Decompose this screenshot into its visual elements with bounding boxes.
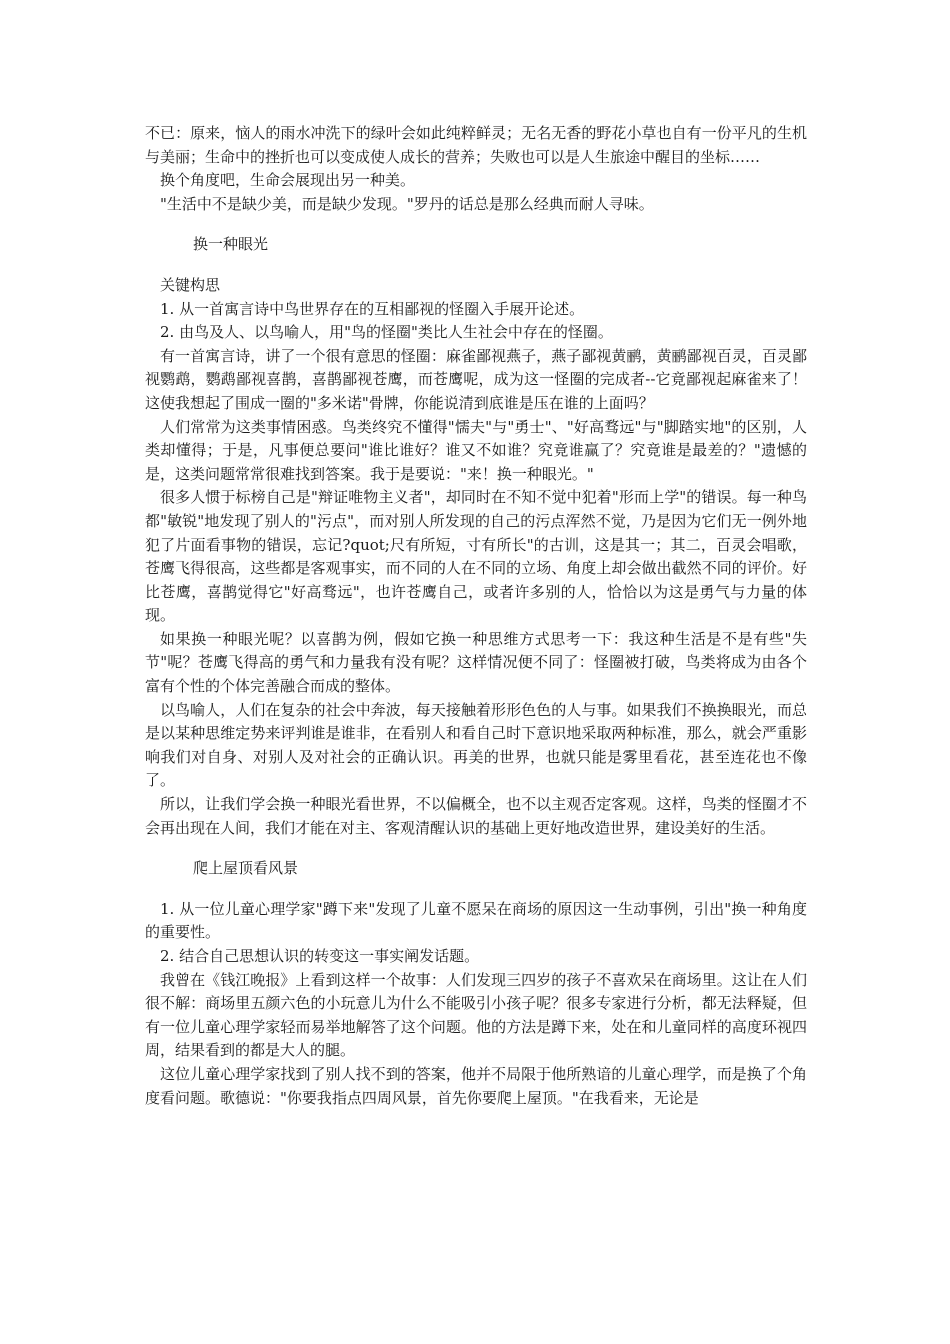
body-paragraph: "生活中不是缺少美，而是缺少发现。"罗丹的话总是那么经典而耐人寻味。 <box>160 194 654 213</box>
body-paragraph: 人们常常为这类事情困惑。鸟类终究不懂得"懦夫"与"勇士"、"好高骛远"与"脚踏实地"的区别，人类却懂得；于是，凡事便总要问"谁比谁好？谁又不如谁？究竟谁赢了？究竟谁是最差的？"遗憾的是，这类问题常常很难找到答案。我于是要说："来！换一种眼光。" <box>145 417 807 483</box>
body-paragraph: 以鸟喻人，人们在复杂的社会中奔波，每天接触着形形色色的人与事。如果我们不换换眼光，而总是以某种思维定势来评判谁是谁非，在看别人和看自己时下意识地采取两种标准，那么，就会严重影响我们对自身、对别人及对社会的正确认识。再美的世界，也就只能是雾里看花，甚至连花也不像了。 <box>145 700 807 790</box>
body-paragraph: 换个角度吧，生命会展现出另一种美。 <box>160 171 416 190</box>
list-item: 1. 从一首寓言诗中鸟世界存在的互相鄙视的怪圈入手展开论述。 <box>160 299 585 318</box>
body-paragraph: 不已：原来，恼人的雨水冲洗下的绿叶会如此纯粹鲜灵；无名无香的野花小草也自有一份平凡的生机与美丽；生命中的挫折也可以变成使人成长的营养；失败也可以是人生旅途中醒目的坐标…… <box>145 124 807 166</box>
list-item: 2. 结合自己思想认识的转变这一事实阐发话题。 <box>160 947 480 965</box>
body-paragraph: 有一首寓言诗，讲了一个很有意思的怪圈：麻雀鄙视燕子，燕子鄙视黄鹂，黄鹂鄙视百灵，百灵鄙视鹦鹉，鹦鹉鄙视喜鹊，喜鹊鄙视苍鹰，而苍鹰呢，成为这一怪圈的完成者--它竟鄙视起麻雀来了！这使我想起了围成一圈的"多米诺"骨牌，你能说清到底谁是压在谁的上面吗？ <box>145 346 807 412</box>
list-item: 1. 从一位儿童心理学家"蹲下来"发现了儿童不愿呆在商场的原因这一生动事例，引出"换一种角度的重要性。 <box>145 899 807 942</box>
document-body <box>145 122 807 1110</box>
section-heading: 爬上屋顶看风景 <box>193 859 299 878</box>
body-paragraph: 如果换一种眼光呢？以喜鹊为例，假如它换一种思维方式思考一下：我这种生活是不是有些"失节"呢？苍鹰飞得高的勇气和力量我有没有呢？这样情况便不同了：怪圈被打破，鸟类将成为由各个富有个性的个体完善融合而成的整体。 <box>145 629 807 696</box>
section-heading: 换一种眼光 <box>193 235 269 254</box>
body-paragraph: 我曾在《钱江晚报》上看到这样一个故事：人们发现三四岁的孩子不喜欢呆在商场里。这让在人们很不解：商场里五颜六色的小玩意儿为什么不能吸引小孩子呢？很多专家进行分析，都无法释疑，但有一位儿童心理学家轻而易举地解答了这个问题。他的方法是蹲下来，处在和儿童同样的高度环视四周，结果看到的都是大人的腿。 <box>145 970 807 1060</box>
body-paragraph: 很多人惯于标榜自己是"辩证唯物主义者"，却同时在不知不觉中犯着"形而上学"的错误。每一种鸟都"敏锐"地发现了别人的"污点"，而对别人所发现的自己的污点浑然不觉，乃是因为它们无一例外地犯了片面看事物的错误，忘记?quot;尺有所短，寸有所长"的古训，这是其一；其二，百灵会唱歌，苍鹰飞得很高，这些都是客观事实，而不同的人在不同的立场、角度上却会做出截然不同的评价。好比苍鹰，喜鹊觉得它"好高骛远"，也许苍鹰自己，或者许多别的人，恰恰以为这是勇气与力量的体现。 <box>145 488 807 625</box>
body-paragraph: 这位儿童心理学家找到了别人找不到的答案，他并不局限于他所熟谙的儿童心理学，而是换了个角度看问题。歌德说："你要我指点四周风景，首先你要爬上屋顶。"在我看来，无论是 <box>145 1064 807 1107</box>
body-paragraph: 所以，让我们学会换一种眼光看世界，不以偏概全，也不以主观否定客观。这样，鸟类的怪圈才不会再出现在人间，我们才能在对主、客观清醒认识的基础上更好地改造世界，建设美好的生活。 <box>145 795 807 837</box>
list-item: 2. 由鸟及人、以鸟喻人，用"鸟的怪圈"类比人生社会中存在的怪圈。 <box>160 323 613 342</box>
subheading-key-idea: 关键构思 <box>160 275 221 294</box>
